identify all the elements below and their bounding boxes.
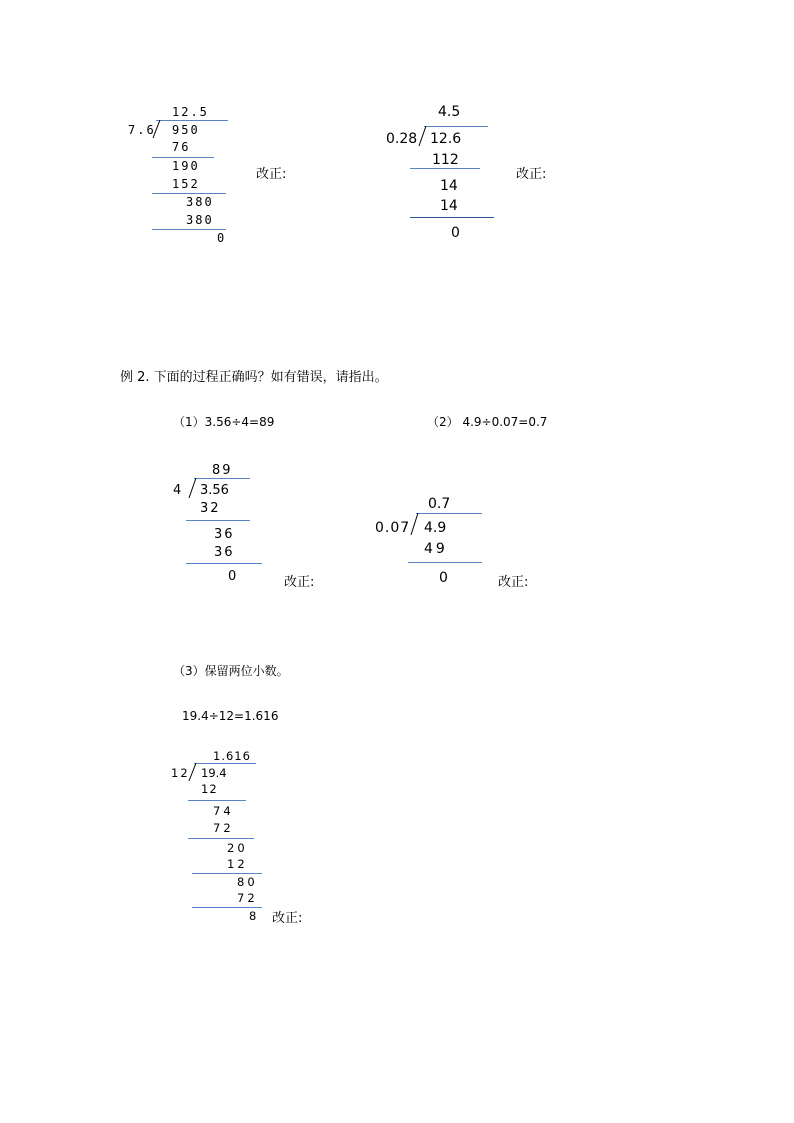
- step-row: 74: [213, 804, 234, 818]
- step-row: 72: [237, 891, 258, 905]
- step-row: 14: [440, 198, 458, 214]
- step-row: 112: [432, 152, 459, 168]
- step-row: 20: [227, 841, 248, 855]
- subquestion-3: （3）保留两位小数。: [173, 664, 289, 678]
- dividend: 950: [172, 123, 200, 137]
- step-row: 380: [186, 195, 214, 209]
- vinculum-line: [416, 513, 482, 514]
- division-bracket: [410, 513, 420, 537]
- subquestion-1: （1）3.56÷4=89: [173, 415, 275, 429]
- quotient: 89: [212, 463, 233, 478]
- step-row: 36: [214, 545, 235, 560]
- quotient: 0.7: [428, 496, 451, 512]
- step-line: [410, 168, 480, 169]
- vinculum-line: [194, 763, 256, 764]
- quotient: 4.5: [438, 104, 461, 120]
- dividend: 4.9: [424, 520, 447, 536]
- division-bracket: [418, 126, 428, 148]
- correction-label: 改正:: [272, 911, 303, 926]
- step-line: [188, 800, 246, 801]
- step-row: 36: [214, 527, 235, 542]
- step-line: [152, 229, 226, 230]
- step-row: 80: [237, 875, 258, 889]
- correction-label: 改正:: [498, 575, 529, 590]
- step-line: [186, 563, 262, 564]
- subquestion-3-equation: 19.4÷12=1.616: [182, 709, 279, 723]
- division-bracket: [188, 478, 198, 500]
- subquestion-2: （2） 4.9÷0.07=0.7: [427, 415, 548, 429]
- step-row: 12: [227, 857, 248, 871]
- step-row: 0: [439, 570, 448, 586]
- example-2-heading: 例 2. 下面的过程正确吗？如有错误，请指出。: [120, 370, 388, 385]
- step-row: 32: [200, 501, 221, 516]
- step-row: 14: [440, 178, 458, 194]
- step-row: 12: [201, 782, 218, 796]
- step-line: [188, 838, 254, 839]
- step-row: 76: [172, 140, 191, 154]
- divisor: 0.07: [375, 520, 411, 536]
- dividend: 12.6: [430, 131, 462, 147]
- dividend: 3.56: [200, 483, 229, 498]
- divisor: 0.28: [386, 131, 418, 147]
- step-row: 152: [172, 177, 200, 191]
- step-line: [186, 520, 250, 521]
- correction-label: 改正:: [516, 167, 547, 182]
- step-row: 49: [424, 541, 448, 557]
- step-line: [152, 157, 214, 158]
- vinculum-line: [424, 126, 488, 127]
- divisor: 7.6: [128, 123, 156, 137]
- quotient: 12.5: [172, 105, 209, 119]
- correction-label: 改正:: [256, 167, 287, 182]
- dividend: 19.4: [201, 766, 227, 780]
- step-row: 380: [186, 213, 214, 227]
- step-line: [152, 193, 226, 194]
- vinculum-line: [156, 120, 228, 121]
- step-line: [410, 217, 494, 218]
- vinculum-line: [194, 478, 250, 479]
- step-row: 0: [228, 569, 237, 584]
- step-line: [192, 907, 262, 908]
- divisor: 4: [173, 483, 182, 498]
- step-line: [408, 562, 482, 563]
- quotient: 1.616: [213, 749, 251, 763]
- step-row: 0: [217, 231, 227, 245]
- step-row: 190: [172, 159, 200, 173]
- step-line: [192, 873, 262, 874]
- step-row: 8: [249, 909, 257, 923]
- divisor: 12: [171, 766, 190, 780]
- correction-label: 改正:: [284, 575, 315, 590]
- step-row: 72: [213, 821, 234, 835]
- step-row: 0: [451, 225, 460, 241]
